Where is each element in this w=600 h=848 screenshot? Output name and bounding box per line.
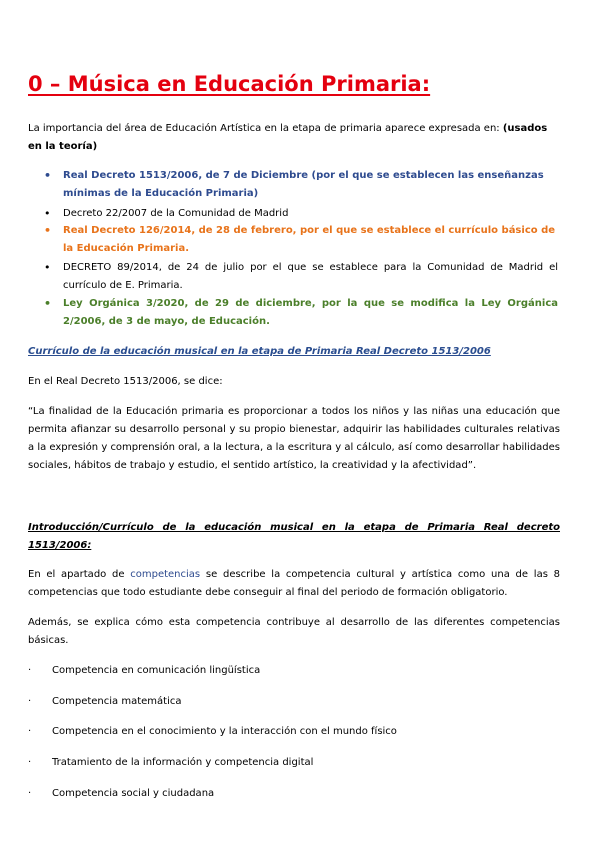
bullet-icon: • [44,169,52,182]
bullet-icon: • [44,261,51,274]
competencia-item-4 [28,754,313,772]
ademas-paragraph: Además, se explica cómo esta competencia contribuye al desarrollo de las diferentes competencias básicas. [28,617,560,646]
law-item-3 [46,222,558,258]
competencia-label: Competencia matemática [52,696,182,707]
law-text: Ley Orgánica 3/2020, de 29 de diciembre, por la que se modifica la Ley Orgánica 2/2006, de 3 de mayo, de Educación. [63,298,558,327]
competencia-item-5 [28,785,214,803]
curriculum-link-line [28,343,560,361]
competencia-label: Tratamiento de la información y competencia digital [52,757,314,768]
page-title: 0 – Música en Educación Primaria: [28,72,431,96]
law-text: Real Decreto 126/2014, de 28 de febrero, por el que se establece el currículo básico de la Educación Primaria. [63,225,556,254]
law-item-2 [46,205,558,223]
decree-quote: “La finalidad de la Educación primaria es proporcionar a todos los niños y las niñas una educación que permita afianzar su desarrollo personal y su propio bienestar, adquirir las habilidades culturales relativas a la expresión y comprensión oral, a la lectura, a la escritura y al cálculo, así como desarrollar habilidades sociales, hábitos de trabajo y estudio, el sentido artístico, la creatividad y la afectividad”. [28,406,560,471]
law-text: DECRETO 89/2014, de 24 de julio por el que se establece para la Comunidad de Madrid el currículo de E. Primaria. [63,262,558,291]
intro-text: La importancia del área de Educación Artística en la etapa de primaria aparece expresada en: [28,123,503,134]
law-text: Real Decreto 1513/2006, de 7 de Diciembre (por el que se establecen las enseñanzas mínimas de la Educación Primaria) [63,170,544,199]
competencia-label: Competencia social y ciudadana [52,788,215,799]
competencia-label: Competencia en el conocimiento y la interacción con el mundo físico [52,726,397,737]
middle-dot-icon: · [28,696,32,707]
law-text: Decreto 22/2007 de la Comunidad de Madrid [63,208,289,219]
law-item-4 [46,259,558,295]
law-item-5 [46,295,558,331]
competencia-label: Competencia en comunicación lingüística [52,665,261,676]
competencias-text-before: En el apartado de [28,569,131,580]
middle-dot-icon: · [28,726,32,737]
bullet-icon: • [44,224,52,237]
competencias-paragraph [28,566,560,602]
middle-dot-icon: · [28,757,32,768]
competencia-item-2 [28,693,181,711]
intro-paragraph [28,120,560,156]
intro-bold-note: (usados en la teoría) [28,123,548,152]
competencias-link[interactable]: competencias [130,569,201,580]
bullet-icon: • [44,297,52,310]
decree-says: En el Real Decreto 1513/2006, se dice: [28,376,223,387]
competencia-item-3 [28,723,397,741]
curriculum-link[interactable]: Currículo de la educación musical en la etapa de Primaria Real Decreto 1513/2006 [28,346,491,357]
section-heading-text: Introducción/Currículo de la educación musical en la etapa de Primaria Real decreto 1513/2006: [28,522,560,551]
competencia-item-1 [28,662,260,680]
middle-dot-icon: · [28,665,32,676]
section-heading [28,519,560,555]
law-item-1 [46,167,558,203]
middle-dot-icon: · [28,788,32,799]
competencias-text-after: se describe la competencia cultural y artística como una de las 8 competencias que todo estudiante debe conseguir al final del periodo de formación obligatorio. [28,569,560,598]
bullet-icon: • [44,207,51,220]
